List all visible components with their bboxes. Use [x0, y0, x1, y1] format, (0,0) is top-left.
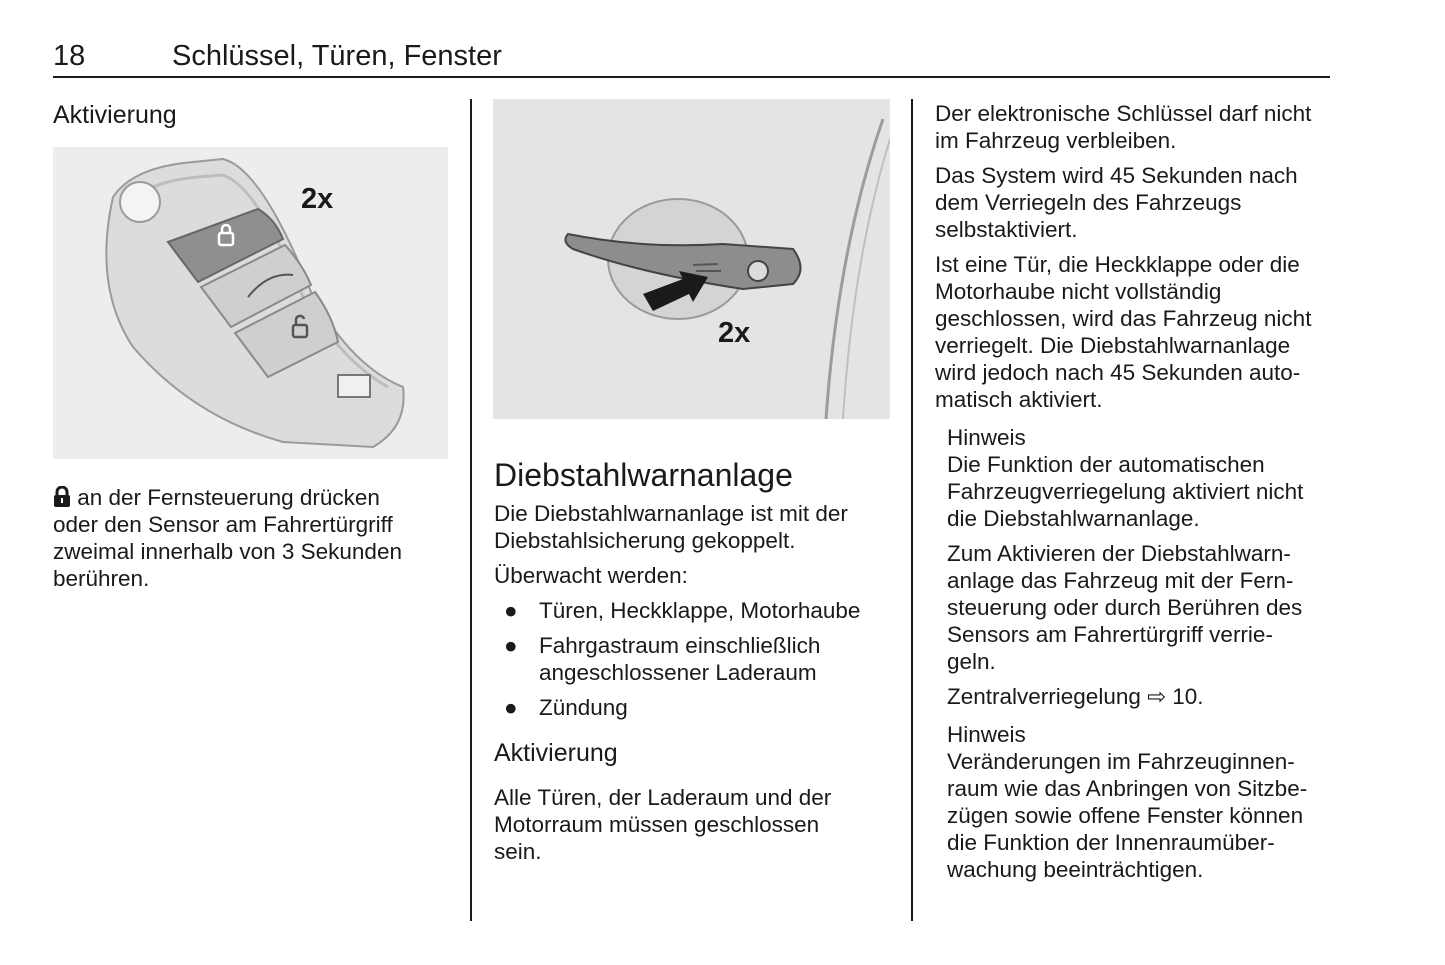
note1-line2: Fahrzeugverriegelung aktiviert nicht: [947, 479, 1304, 504]
column-divider-right: [911, 99, 913, 921]
note-title: Hinweis: [947, 425, 1026, 450]
activation-instructions: [53, 484, 453, 592]
note2-line5: wachung beeinträchtigen.: [947, 857, 1204, 882]
intro-line2: Diebstahlsicherung gekoppelt.: [494, 528, 796, 553]
paragraph-open-door: [935, 251, 1345, 413]
note1b-text: [947, 540, 1347, 675]
p3-line4: verriegelt. Die Diebstahlwarnanlage: [935, 333, 1291, 358]
list-item-text: Türen, Heckklappe, Motorhaube: [539, 598, 861, 623]
xref-page[interactable]: 10.: [1165, 684, 1204, 709]
list-item-text: Zündung: [539, 695, 628, 720]
note2-line2: raum wie das Anbringen von Sitzbe-: [947, 776, 1308, 801]
xref-arrow-icon[interactable]: ⇨: [1147, 684, 1166, 709]
touch-count-label: 2x: [718, 317, 751, 349]
p1-line1: Der elektronische Schlüssel darf nicht: [935, 101, 1312, 126]
note1-line3: die Diebstahlwarnanlage.: [947, 506, 1200, 531]
door-handle-drawing: [493, 99, 890, 419]
bullet: ●: [504, 598, 518, 623]
p3-line1: Ist eine Tür, die Heckklappe oder die: [935, 252, 1300, 277]
paragraph-key: [935, 100, 1345, 154]
bullet: ●: [504, 695, 518, 720]
note2-line1: Veränderungen im Fahrzeuginnen-: [947, 749, 1295, 774]
xref-text: Zentralverriegelung: [947, 684, 1148, 709]
column-right: [935, 100, 1345, 413]
note1-text: [947, 451, 1347, 532]
section-title: Diebstahlwarnanlage: [494, 457, 793, 493]
note1b-line1: Zum Aktivieren der Diebstahlwarn-: [947, 541, 1291, 566]
note1b-line4: Sensors am Fahrertürgriff verrie-: [947, 622, 1273, 647]
act-line3: sein.: [494, 839, 542, 864]
paragraph-self-activation: [935, 162, 1345, 243]
cross-reference: [947, 683, 1347, 710]
monitored-list: [494, 597, 894, 721]
header-rule: [53, 76, 1330, 78]
activation-text-line2: oder den Sensor am Fahrertürgriff: [53, 512, 393, 537]
note1b-line5: geln.: [947, 649, 996, 674]
p3-line2: Motorhaube nicht vollständig: [935, 279, 1222, 304]
p2-line1: Das System wird 45 Sekunden nach: [935, 163, 1298, 188]
p2-line3: selbstaktiviert.: [935, 217, 1078, 242]
page-title: Schlüssel, Türen, Fenster: [172, 40, 502, 72]
activation-text-line4: berühren.: [53, 566, 150, 591]
section-intro: [494, 500, 894, 729]
key-fob-drawing: [53, 147, 448, 459]
note-box-1: [947, 424, 1347, 710]
activation-text-line1: an der Fernsteuerung drücken: [71, 485, 380, 510]
p3-line3: geschlossen, wird das Fahrzeug nicht: [935, 306, 1312, 331]
note-box-2: [947, 721, 1347, 883]
intro-line1: Die Diebstahlwarnanlage ist mit der: [494, 501, 848, 526]
note2-line3: zügen sowie offene Fenster können: [947, 803, 1304, 828]
monitored-label: Überwacht werden:: [494, 563, 688, 588]
press-count-label: 2x: [301, 183, 334, 215]
lock-icon: [53, 486, 71, 508]
note2-text: [947, 748, 1347, 883]
list-item: [494, 632, 894, 686]
activation-paragraph: [494, 784, 894, 865]
activation-heading: Aktivierung: [53, 101, 177, 129]
column-divider-left: [470, 99, 472, 921]
p2-line2: dem Verriegeln des Fahrzeugs: [935, 190, 1242, 215]
key-fob-illustration: [53, 147, 448, 459]
note-title: Hinweis: [947, 722, 1026, 747]
note2-line4: die Funktion der Innenraumüber-: [947, 830, 1275, 855]
list-item: [494, 597, 894, 624]
note1b-line3: steuerung oder durch Berühren des: [947, 595, 1303, 620]
list-item-text-cont: angeschlossener Laderaum: [539, 660, 817, 685]
act-line2: Motorraum müssen geschlossen: [494, 812, 820, 837]
note1b-line2: anlage das Fahrzeug mit der Fern-: [947, 568, 1294, 593]
note1-line1: Die Funktion der automatischen: [947, 452, 1265, 477]
p3-line6: matisch aktiviert.: [935, 387, 1103, 412]
door-handle-illustration: [493, 99, 890, 419]
bullet: ●: [504, 633, 518, 658]
page-number: 18: [53, 40, 86, 72]
list-item-text: Fahrgastraum einschließlich: [539, 633, 821, 658]
activation-subheading: Aktivierung: [494, 739, 618, 767]
activation-text-line3: zweimal innerhalb von 3 Sekunden: [53, 539, 402, 564]
p3-line5: wird jedoch nach 45 Sekunden auto-: [935, 360, 1301, 385]
act-line1: Alle Türen, der Laderaum und der: [494, 785, 832, 810]
p1-line2: im Fahrzeug verbleiben.: [935, 128, 1177, 153]
list-item: [494, 694, 894, 721]
